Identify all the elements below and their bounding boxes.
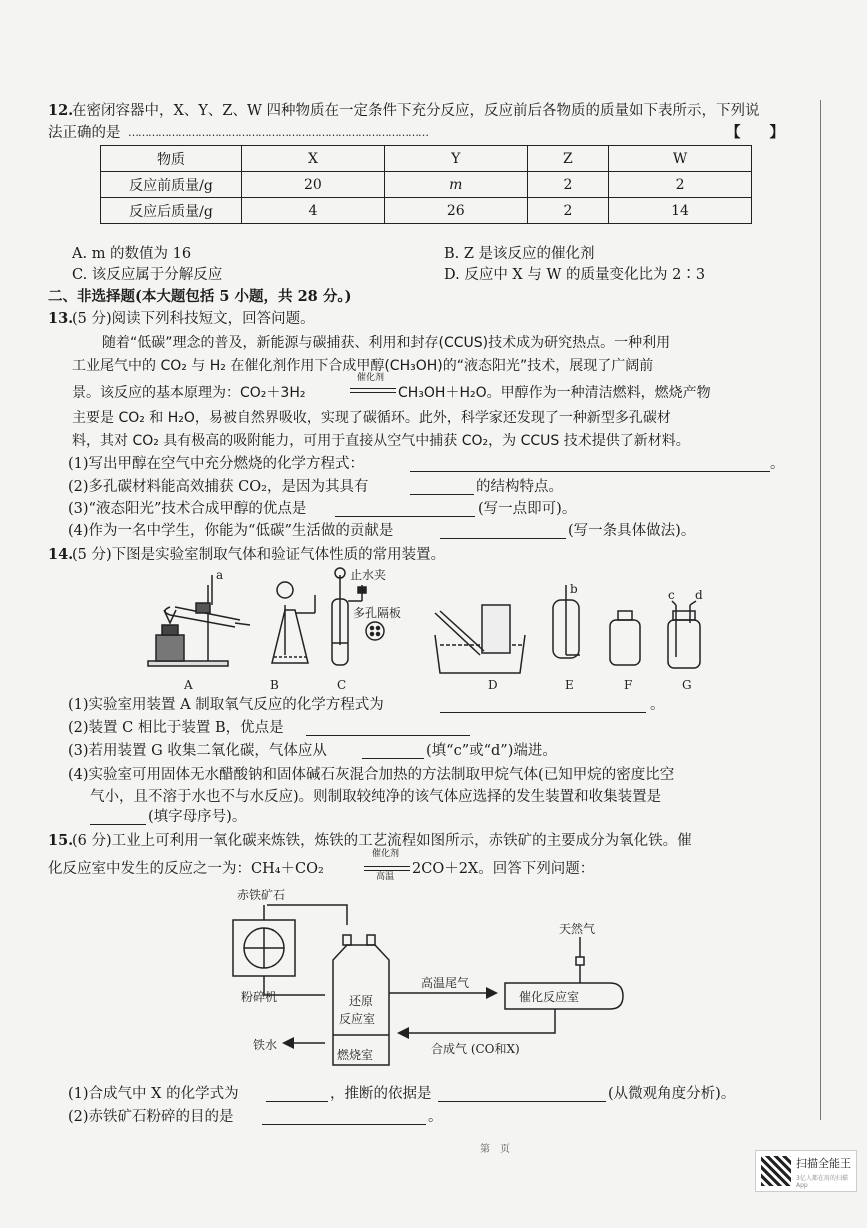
flow-catalytic: 催化反应室 (519, 990, 580, 1004)
q15-sub2: (2)赤铁矿石粉碎的目的是 (68, 1109, 234, 1125)
q12-answer-bracket[interactable]: 【 】 (726, 124, 784, 141)
q13-sub1: (1)写出甲醇在空气中充分燃烧的化学方程式： (68, 456, 365, 472)
table-cell: m (384, 172, 527, 198)
q14-sub1-end: 。 (650, 697, 665, 713)
q14-sub1: (1)实验室用装置 A 制取氧气反应的化学方程式为 (68, 697, 384, 713)
apparatus-b (272, 582, 315, 663)
table-cell: Z (527, 146, 608, 172)
q12-option-a[interactable]: A. m 的数值为 16 (72, 246, 192, 262)
label-c: c (668, 588, 675, 602)
q15-line2b: 2CO＋2X。回答下列问题： (412, 861, 595, 877)
q12-option-d[interactable]: D. 反应中 X 与 W 的质量变化比为 2∶3 (444, 267, 706, 283)
table-cell: 20 (242, 172, 385, 198)
section2-title: 二、非选择题(本大题包括 5 小题，共 28 分。) (48, 288, 352, 305)
q15-cond-bottom: 高温 (376, 872, 395, 882)
flow-iron: 铁水 (253, 1038, 278, 1052)
q12-option-b[interactable]: B. Z 是该反应的催化剂 (444, 246, 595, 262)
flow-crusher: 粉碎机 (241, 990, 278, 1004)
flow-tail: 高温尾气 (421, 976, 470, 990)
flow-reduction: 还原 (349, 994, 374, 1008)
q15-head: (6 分)工业上可利用一氧化碳来炼铁，炼铁的工艺流程如图所示，赤铁矿的主要成分为氧化铁。催 (72, 833, 692, 849)
table-row (101, 172, 752, 198)
flow-burn: 燃烧室 (337, 1048, 374, 1062)
table-cell: 反应前质量/g (101, 172, 242, 198)
table-cell: X (242, 146, 385, 172)
table-cell: 2 (527, 198, 608, 224)
q15-sub1-mid: ，推断的依据是 (330, 1086, 432, 1102)
q14-sub2: (2)装置 C 相比于装置 B，优点是 (68, 720, 284, 736)
q14-head: (5 分)下图是实验室制取气体和验证气体性质的常用装置。 (72, 547, 446, 563)
q13-sub2-blank[interactable] (410, 480, 474, 495)
table-cell: 物质 (101, 146, 242, 172)
q13-sub4-blank[interactable] (440, 524, 566, 539)
scanner-watermark (755, 1150, 857, 1192)
q15-cond-top: 催化剂 (372, 849, 400, 859)
table-cell: 14 (609, 198, 752, 224)
q14-sub4-line2: 气小，且不溶于水也不与水反应)。则制取较纯净的该气体应选择的发生装置和收集装置是 (90, 789, 662, 805)
q13-sub3: (3)“液态阳光”技术合成甲醇的优点是 (68, 501, 307, 517)
apparatus-letter: F (624, 678, 633, 692)
apparatus-letter: D (488, 678, 498, 692)
scanner-title: 扫描全能王 (796, 1157, 851, 1170)
table-header-row (101, 146, 752, 172)
apparatus-d (435, 605, 525, 673)
table-cell: 反应后质量/g (101, 198, 242, 224)
q13-sub3-blank[interactable] (335, 502, 475, 517)
q13-paragraph-line: 料，其对 CO₂ 具有极高的吸附能力，可用于直接从空气中捕获 CO₂，为 CCUS 技术提供了新材料。 (72, 433, 690, 449)
q13-number: 13. (48, 310, 74, 327)
table-cell: 4 (242, 198, 385, 224)
q14-sub4-line1: (4)实验室可用固体无水醋酸钠和固体碱石灰混合加热的方法制取甲烷气体(已知甲烷的密度比空 (68, 767, 675, 783)
q13-paragraph-line: 工业尾气中的 CO₂ 与 H₂ 在催化剂作用下合成甲醇(CH₃OH)的“液态阳光”技术，展现了广阔前 (72, 358, 654, 374)
apparatus-letter: G (682, 678, 692, 692)
apparatus-figure (140, 565, 710, 695)
flow-diagram (225, 885, 645, 1085)
q13-paragraph-line: 主要是 CO₂ 和 H₂O，易被自然界吸收，实现了碳循环。此外，科学家还发现了一种新型多孔碳材 (72, 410, 671, 426)
q13-paragraph-line: CH₃OH＋H₂O。甲醇作为一种清洁燃料，燃烧产物 (398, 385, 711, 401)
table-cell: Y (384, 146, 527, 172)
label-clip: 止水夹 (350, 568, 387, 582)
q15-number: 15. (48, 832, 74, 849)
apparatus-letter: B (270, 678, 279, 692)
q15-sub1-end: (从微观角度分析)。 (608, 1086, 736, 1102)
flow-ore: 赤铁矿石 (237, 888, 286, 902)
apparatus-g (668, 601, 700, 668)
q12-option-c[interactable]: C. 该反应属于分解反应 (72, 267, 223, 283)
q12-dots: ……………………………………………………………………………… (128, 126, 428, 139)
q14-sub3: (3)若用装置 G 收集二氧化碳，气体应从 (68, 743, 327, 759)
q14-number: 14. (48, 546, 74, 563)
q12-stem-line2: 法正确的是 (48, 125, 121, 141)
apparatus-a (148, 575, 250, 666)
q12-number: 12. (48, 102, 74, 119)
q15-sub2-blank[interactable] (262, 1110, 426, 1125)
qr-code-icon (761, 1156, 791, 1186)
q13-paragraph-line: 随着“低碳”理念的普及，新能源与碳捕获、利用和封存(CCUS)技术成为研究热点。一种利用 (102, 335, 671, 351)
q13-sub3-end: (写一点即可)。 (478, 501, 577, 517)
table-cell: 2 (527, 172, 608, 198)
apparatus-f (610, 611, 640, 665)
scanner-sub: 3亿人都在用的扫描App (796, 1175, 848, 1189)
q13-head: (5 分)阅读下列科技短文，回答问题。 (72, 311, 315, 327)
apparatus-letter: E (565, 678, 574, 692)
label-a: a (216, 568, 224, 582)
q14-sub4-end: (填字母序号)。 (148, 809, 247, 825)
q15-sub1-blank1[interactable] (266, 1087, 328, 1102)
q14-sub2-blank[interactable] (306, 721, 470, 736)
flow-reduction: 反应室 (339, 1012, 376, 1026)
table-cell: 26 (384, 198, 527, 224)
q14-sub4-blank[interactable] (90, 810, 146, 825)
q13-paragraph-line: 景。该反应的基本原理为：CO₂＋3H₂ (72, 385, 306, 401)
q15-sub2-end: 。 (428, 1109, 443, 1125)
flow-gas: 天然气 (559, 922, 596, 936)
q13-sub2-end: 的结构特点。 (476, 479, 563, 495)
catalyst-condition: 催化剂 (357, 373, 385, 383)
q14-sub3-blank[interactable] (362, 744, 424, 759)
q13-sub4: (4)作为一名中学生，你能为“低碳”生活做的贡献是 (68, 523, 394, 539)
q15-sub1-blank2[interactable] (438, 1087, 606, 1102)
label-plate: 多孔隔板 (353, 606, 402, 620)
apparatus-letter: A (184, 678, 193, 692)
q12-stem-line1: 在密闭容器中，X、Y、Z、W 四种物质在一定条件下充分反应，反应前后各物质的质量如下表所示，下列说 (72, 103, 760, 119)
q15-line2a: 化反应室中发生的反应之一为：CH₄＋CO₂ (48, 861, 324, 877)
mass-table (100, 145, 752, 224)
q14-sub3-end: (填“c”或“d”)端进。 (426, 743, 557, 759)
apparatus-letter: C (337, 678, 347, 692)
table-cell: 2 (609, 172, 752, 198)
flow-syngas: 合成气 (CO和X) (431, 1042, 520, 1056)
equation-equals (364, 866, 410, 871)
table-row (101, 198, 752, 224)
q13-sub4-end: (写一条具体做法)。 (568, 523, 696, 539)
table-cell: W (609, 146, 752, 172)
q14-sub1-blank[interactable] (440, 698, 646, 713)
label-d: d (695, 588, 703, 602)
equation-equals (350, 388, 396, 393)
label-b: b (570, 582, 578, 596)
q13-sub1-end: 。 (770, 456, 785, 472)
page-footer: 第 页 (480, 1144, 510, 1155)
q13-sub1-blank[interactable] (410, 457, 770, 472)
margin-line (820, 100, 821, 1120)
q15-sub1: (1)合成气中 X 的化学式为 (68, 1086, 239, 1102)
q13-sub2: (2)多孔碳材料能高效捕获 CO₂，是因为其具有 (68, 479, 369, 495)
